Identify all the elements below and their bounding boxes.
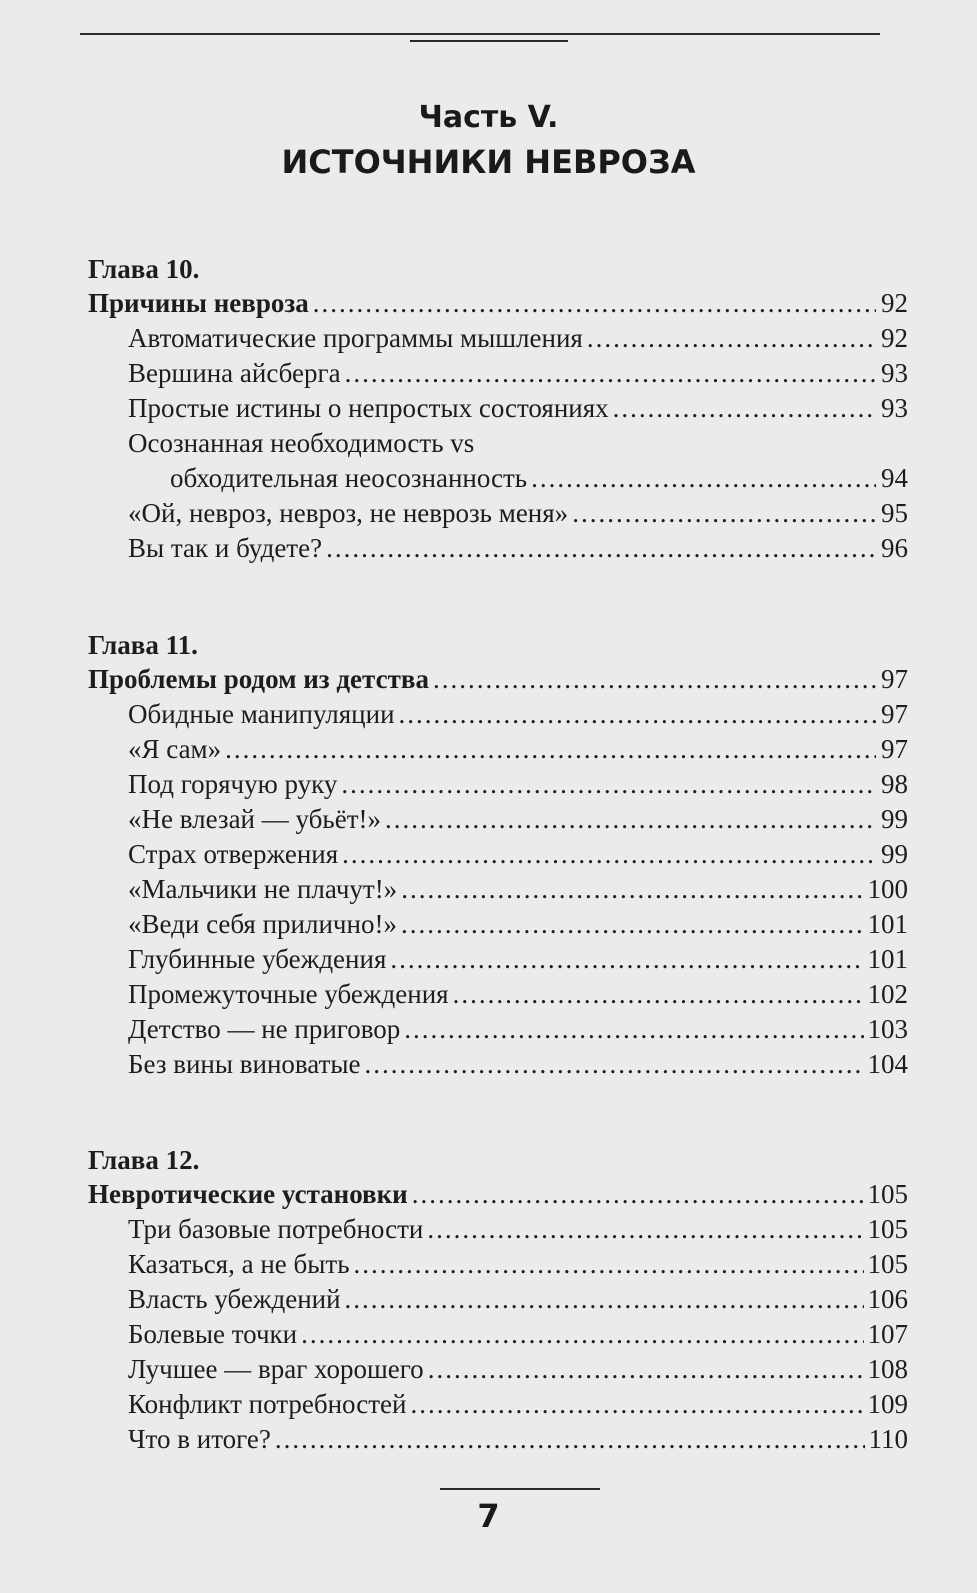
dot-leader [433, 662, 876, 697]
dot-leader [354, 1247, 864, 1282]
page-number: 99 [881, 839, 908, 869]
top-rule [80, 33, 880, 35]
section-title: Осознанная необходимость vs [128, 428, 475, 458]
section-title: Простые истины о непростых состояниях [128, 393, 609, 423]
dot-leader [453, 977, 864, 1012]
page-number: 106 [867, 1284, 908, 1314]
dot-leader [428, 1352, 864, 1387]
toc-entry[interactable] [88, 1317, 908, 1352]
section-title: Автоматические программы мышления [128, 323, 583, 353]
section-title: Вершина айсберга [128, 358, 341, 388]
page-number: 101 [867, 909, 908, 939]
chapter-title: Причины невроза [88, 288, 309, 318]
toc-entry[interactable] [88, 697, 908, 732]
toc-entry[interactable] [88, 802, 908, 837]
chapter-10 [88, 252, 908, 566]
toc-entry[interactable] [88, 356, 908, 391]
dot-leader [399, 697, 876, 732]
dot-leader [313, 286, 876, 321]
toc-entry[interactable] [88, 1387, 908, 1422]
dot-leader [572, 496, 876, 531]
page-number: 109 [867, 1389, 908, 1419]
chapter-number: Глава 12. [88, 1145, 200, 1175]
page-number: 97 [881, 664, 908, 694]
page-number: 95 [881, 498, 908, 528]
section-title: Детство — не приговор [128, 1014, 401, 1044]
chapter-title-row[interactable] [88, 1177, 908, 1212]
dot-leader [401, 907, 864, 942]
toc-entry[interactable] [88, 1282, 908, 1317]
dot-leader [410, 1387, 863, 1422]
toc-entry-first-line[interactable] [88, 426, 908, 461]
section-title: Лучшее — враг хорошего [128, 1354, 424, 1384]
chapter-title-row[interactable] [88, 662, 908, 697]
dot-leader [427, 1212, 863, 1247]
toc-entry[interactable] [88, 1047, 908, 1082]
toc-entry[interactable] [88, 732, 908, 767]
toc-entry[interactable] [88, 321, 908, 356]
dot-leader [531, 461, 876, 496]
toc-entry[interactable] [88, 907, 908, 942]
section-title: Без вины виноватые [128, 1049, 361, 1079]
dot-leader [412, 1177, 864, 1212]
section-title: Что в итоге? [128, 1424, 271, 1454]
dot-leader [275, 1422, 865, 1457]
section-title: Конфликт потребностей [128, 1389, 407, 1419]
section-title: Под горячую руку [128, 769, 338, 799]
dot-leader [342, 837, 876, 872]
page-number: 110 [868, 1424, 908, 1454]
section-title: Три базовые потребности [128, 1214, 424, 1244]
folio-rule [440, 1488, 600, 1490]
section-title: Болевые точки [128, 1319, 298, 1349]
page-number: 99 [881, 804, 908, 834]
dot-leader [613, 391, 876, 426]
toc-entry[interactable] [88, 942, 908, 977]
section-title: «Веди себя прилично!» [128, 909, 397, 939]
chapter-title: Невротические установки [88, 1179, 408, 1209]
chapter-number: Глава 10. [88, 254, 200, 284]
page-number: 94 [881, 463, 908, 493]
dot-leader [326, 531, 876, 566]
dot-leader [301, 1317, 863, 1352]
page-number: 98 [881, 769, 908, 799]
toc-entry[interactable] [88, 531, 908, 566]
section-title: «Не влезай — убьёт!» [128, 804, 381, 834]
chapter-title: Проблемы родом из детства [88, 664, 429, 694]
toc-entry[interactable] [88, 872, 908, 907]
page-number: 100 [867, 874, 908, 904]
toc-entry[interactable] [88, 1012, 908, 1047]
chapter-number: Глава 11. [88, 630, 198, 660]
chapter-title-row[interactable] [88, 286, 908, 321]
page-number: 93 [881, 393, 908, 423]
toc-entry[interactable] [88, 1352, 908, 1387]
page-number: 101 [867, 944, 908, 974]
page-number: 107 [867, 1319, 908, 1349]
part-title: ИСТОЧНИКИ НЕВРОЗА [281, 143, 696, 181]
dot-leader [345, 356, 876, 391]
page-number: 97 [881, 734, 908, 764]
toc-entry[interactable] [88, 1212, 908, 1247]
dot-leader [404, 1012, 863, 1047]
section-title: «Ой, невроз, невроз, не неврозь меня» [128, 498, 569, 528]
dot-leader [225, 732, 876, 767]
page-number: 92 [881, 323, 908, 353]
page-number: 105 [867, 1249, 908, 1279]
page-number: 96 [881, 533, 908, 563]
dot-leader [401, 872, 863, 907]
chapter-11 [88, 628, 908, 1082]
section-title: Казаться, а не быть [128, 1249, 350, 1279]
section-title: Обидные манипуляции [128, 699, 395, 729]
dot-leader [390, 942, 863, 977]
toc-entry[interactable] [88, 496, 908, 531]
page-number: 105 [867, 1179, 908, 1209]
page-number: 102 [867, 979, 908, 1009]
dot-leader [365, 1047, 864, 1082]
part-label: Часть V. [418, 100, 559, 135]
page-number: 103 [867, 1014, 908, 1044]
dot-leader [341, 767, 876, 802]
section-title: обходительная неосознанность [170, 463, 528, 493]
section-title: Страх отвержения [128, 839, 339, 869]
page-number: 104 [867, 1049, 908, 1079]
top-short-rule [410, 40, 568, 42]
toc-entry[interactable] [88, 1422, 908, 1457]
chapter-12 [88, 1143, 908, 1457]
section-title: Глубинные убеждения [128, 944, 387, 974]
page-number: 93 [881, 358, 908, 388]
dot-leader [587, 321, 876, 356]
toc-entry[interactable] [88, 977, 908, 1012]
section-title: Власть убеждений [128, 1284, 341, 1314]
page-number: 92 [881, 288, 908, 318]
section-title: «Я сам» [128, 734, 222, 764]
section-title: «Мальчики не плачут!» [128, 874, 398, 904]
toc-entry[interactable] [88, 767, 908, 802]
page-folio: 7 [477, 1497, 500, 1535]
dot-leader [345, 1282, 864, 1317]
toc-entry[interactable] [88, 1247, 908, 1282]
toc-entry[interactable] [88, 837, 908, 872]
page-number: 97 [881, 699, 908, 729]
section-title: Промежуточные убеждения [128, 979, 449, 1009]
page-number: 105 [867, 1214, 908, 1244]
dot-leader [385, 802, 876, 837]
toc-entry[interactable] [88, 391, 908, 426]
page-number: 108 [867, 1354, 908, 1384]
section-title: Вы так и будете? [128, 533, 323, 563]
toc-entry-continuation[interactable] [88, 461, 908, 496]
